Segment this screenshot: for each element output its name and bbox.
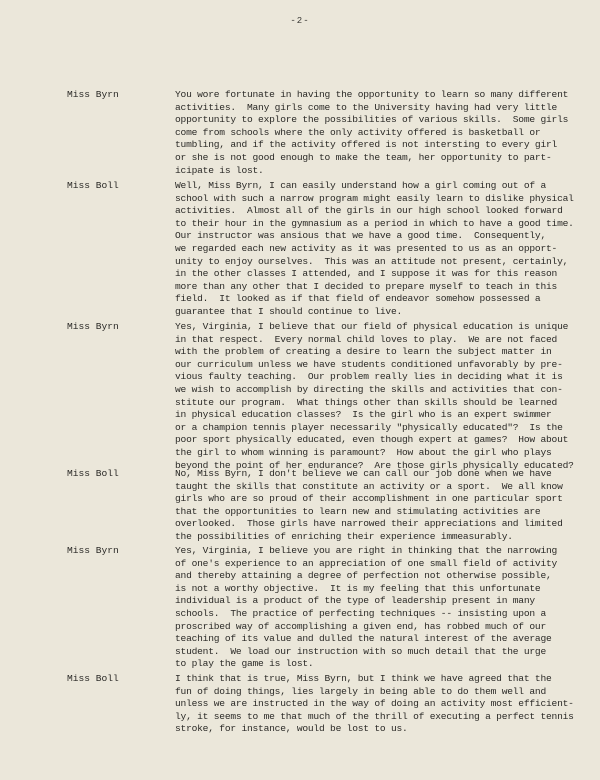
text-line: and thereby attaining a degree of perfection not otherwise possible, (175, 570, 552, 582)
text-line: teaching of its value and dulled the natural interest of the average (175, 633, 552, 645)
speech-text (175, 180, 574, 319)
text-line: schools. The practice of perfecting techniques -- insisting upon a (175, 607, 546, 619)
speech-text (175, 673, 574, 736)
speaker-name: Miss Boll (67, 468, 119, 479)
text-line: proscribed way of accomplishing a given end, has robbed much of our (175, 620, 546, 632)
speech-text (175, 545, 557, 671)
text-line: to play the game is lost. (175, 658, 314, 670)
text-line: vious faulty teaching. Our problem really lies in deciding what it is (175, 371, 563, 383)
text-line: the possibilities of enriching their experience immeasurably. (175, 530, 513, 542)
text-line: fun of doing things, lies largely in being able to do them well and (175, 685, 546, 697)
text-line: girls who are so proud of their accomplishment in one particular sport (175, 493, 563, 505)
speech-text (175, 89, 568, 177)
text-line: in the other classes I attended, and I suppose it was for this reason (175, 268, 558, 280)
text-line: we wish to accomplish by directing the skills and activities that con- (175, 383, 563, 395)
text-line: guarantee that I should continue to live. (175, 305, 403, 317)
text-line: ly, it seems to me that much of the thrill of executing a perfect tennis (175, 710, 574, 722)
text-line: that the opportunities to learn new and stimulating activities are (175, 505, 541, 517)
text-line: poor sport physically educated, even though expert at games? How about (175, 434, 569, 446)
text-line: come from schools where the only activity offered is basketball or (175, 126, 541, 138)
speaker-name: Miss Byrn (67, 321, 119, 332)
speaker-name: Miss Byrn (67, 545, 119, 556)
text-line: beyond the point of her endurance? Are those girls physically educated? (175, 459, 574, 471)
text-line: You wore fortunate in having the opportunity to learn so many different (175, 89, 569, 100)
text-line: I think that is true, Miss Byrn, but I think we have agreed that the (175, 673, 552, 684)
text-line: individual is a product of the type of leadership present in many (175, 595, 535, 607)
text-line: Well, Miss Byrn, I can easily understand how a girl coming out of a (175, 180, 546, 191)
text-line: unity to enjoy ourselves. This was an attitude not present, certainly, (175, 255, 569, 267)
speaker-name: Miss Boll (67, 673, 119, 684)
text-line: unless we are instructed in the way of doing an activity most efficient- (175, 698, 574, 710)
text-line: more than any other that I decided to prepare myself to teach in this (175, 280, 558, 292)
text-line: stitute our program. What things other than skills should be learned (175, 396, 558, 408)
text-line: with the problem of creating a desire to learn the subject matter in (175, 346, 552, 358)
text-line: in physical education classes? Is the girl who is an expert swimmer (175, 409, 552, 421)
text-line: school with such a narrow program might easily learn to dislike physical (175, 192, 574, 204)
text-line: our curriculum unless we have students conditioned unfavorably by pre- (175, 358, 563, 370)
text-line: Yes, Virginia, I believe you are right in thinking that the narrowing (175, 545, 558, 556)
text-line: is not a worthy objective. It is my feeling that this unfortunate (175, 582, 541, 594)
text-line: or she is not good enough to make the team, her opportunity to part- (175, 151, 552, 163)
text-line: No, Miss Byrn, I don't believe we can call our job done when we have (175, 468, 552, 479)
page-number: -2- (290, 16, 310, 26)
text-line: Our instructor was ansious that we have a good time. Consequently, (175, 230, 546, 242)
speaker-name: Miss Boll (67, 180, 119, 191)
text-line: opportunity to explore the possibilities of various skills. Some girls (175, 114, 569, 126)
text-line: of one's experience to an appreciation of one small field of activity (175, 557, 558, 569)
text-line: activities. Many girls come to the University having had very little (175, 101, 558, 113)
speaker-name: Miss Byrn (67, 89, 119, 100)
text-line: tumbling, and if the activity offered is not intersting to every girl (175, 139, 558, 151)
text-line: field. It looked as if that field of endeavor somehow possessed a (175, 293, 541, 305)
text-line: icipate is lost. (175, 164, 264, 176)
text-line: stroke, for instance, would be lost to us. (175, 723, 408, 735)
text-line: or a champion tennis player necessarily "physically educated"? Is the (175, 421, 563, 433)
text-line: in that respect. Every normal child loves to play. We are not faced (175, 333, 558, 345)
speech-text (175, 468, 563, 544)
speech-text (175, 321, 574, 472)
text-line: student. We load our instruction with so much detail that the urge (175, 645, 546, 657)
text-line: we regarded each new activity as it was presented to us as an opport- (175, 242, 558, 254)
text-line: Yes, Virginia, I believe that our field of physical education is unique (175, 321, 569, 332)
text-line: to their hour in the gymnasium as a period in which to have a good time. (175, 217, 574, 229)
text-line: the girl to whom winning is paramount? How about the girl who plays (175, 446, 552, 458)
text-line: overlooked. Those girls have narrowed their appreciations and limited (175, 518, 563, 530)
text-line: activities. Almost all of the girls in our high school looked forward (175, 205, 563, 217)
text-line: taught the skills that constitute an activity or a sport. We all know (175, 480, 563, 492)
